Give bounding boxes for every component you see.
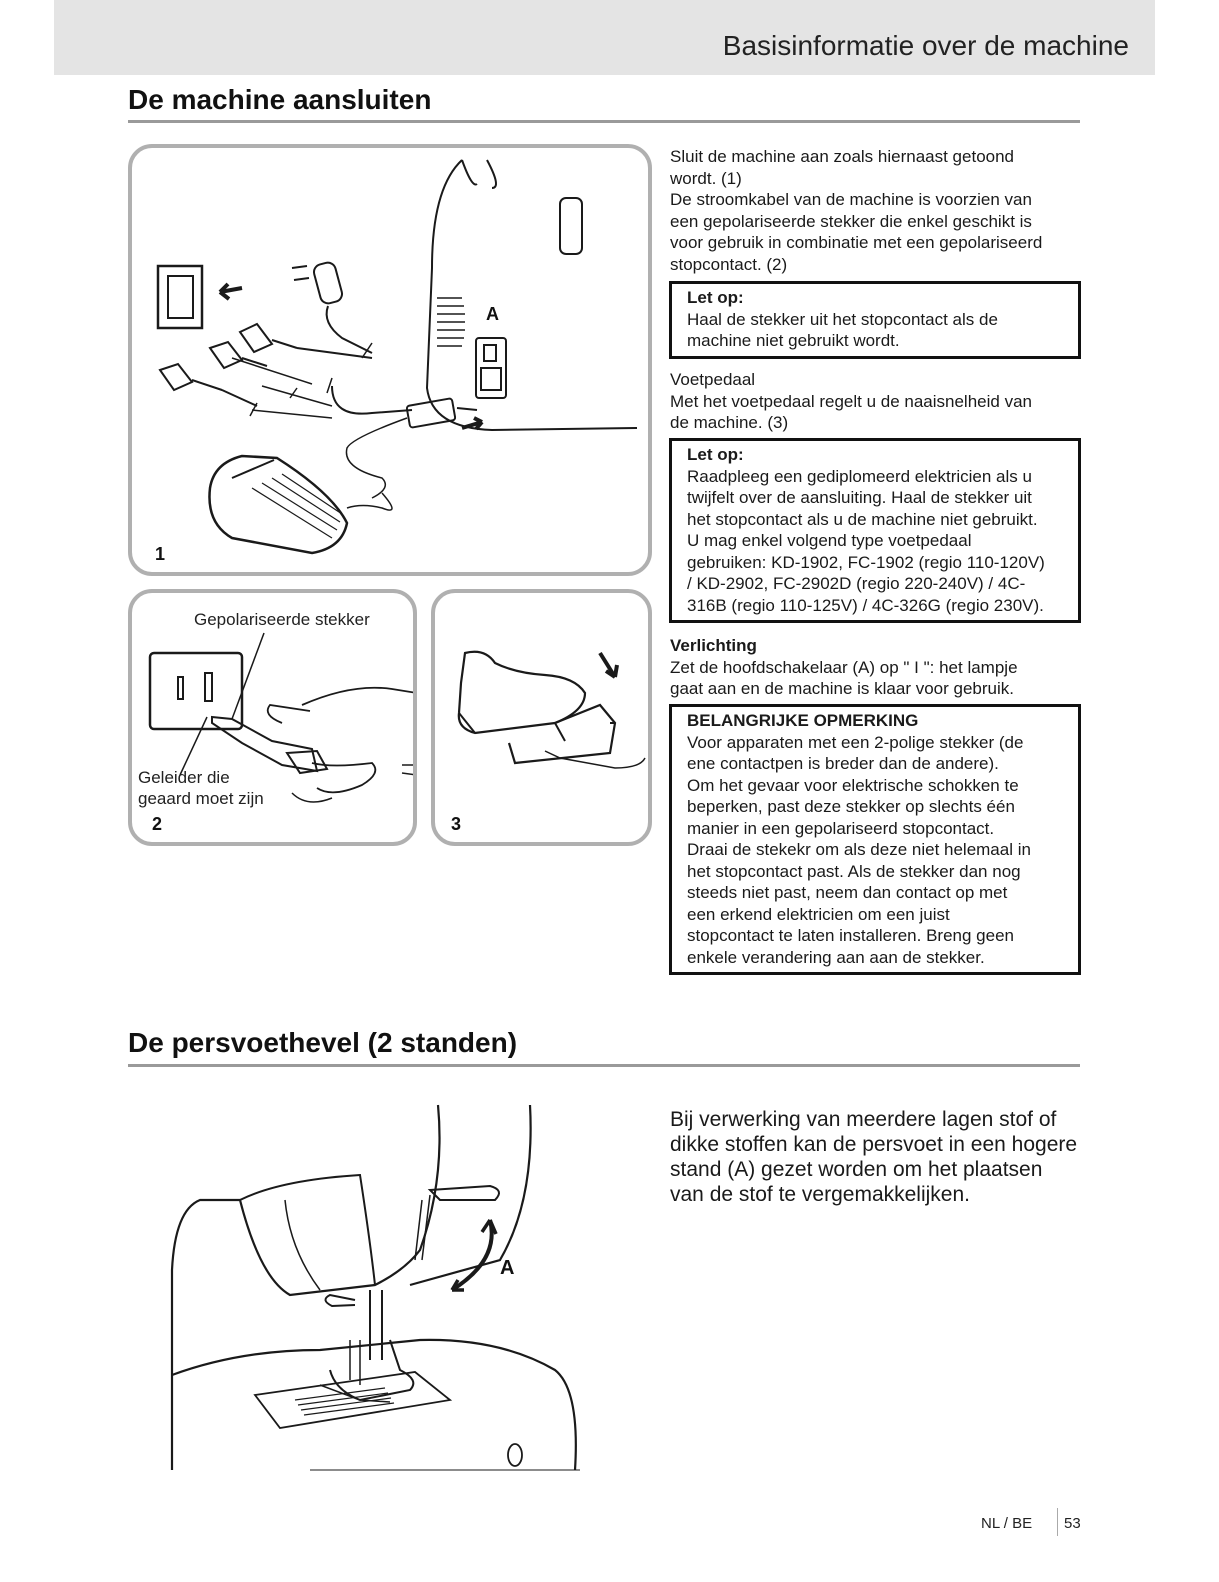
pedal-heading: Voetpedaal bbox=[670, 370, 756, 389]
lighting-line: Zet de hoofdschakelaar (A) op " I ": het lampje bbox=[670, 657, 1018, 677]
pedal-text bbox=[670, 369, 1090, 434]
caution-line: / KD-2902, FC-2902D (regio 220-240V) / 4C- bbox=[687, 574, 1026, 593]
important-line: Om het gevaar voor elektrische schokken te bbox=[687, 775, 1019, 795]
caution-title: Let op: bbox=[687, 445, 744, 464]
intro-line: De stroomkabel van de machine is voorzien van bbox=[670, 190, 1032, 209]
important-line: enkele verandering aan aan de stekker. bbox=[687, 947, 985, 967]
foot-pedal-illustration bbox=[435, 593, 652, 846]
footer-language: NL / BE bbox=[981, 1515, 1033, 1532]
header-band bbox=[54, 0, 1155, 75]
figure-1-number: 1 bbox=[155, 544, 166, 564]
important-note-box bbox=[669, 704, 1081, 975]
presser-line: van de stof te vergemakkelijken. bbox=[670, 1183, 970, 1206]
figure-3-number: 3 bbox=[451, 814, 462, 834]
pedal-line: de machine. (3) bbox=[670, 413, 789, 432]
important-line: Draai de stekekr om als deze niet helemaal in bbox=[687, 840, 1031, 859]
caution-line: U mag enkel volgend type voetpedaal bbox=[687, 531, 972, 550]
intro-line: Sluit de machine aan zoals hiernaast getoond bbox=[670, 147, 1015, 166]
important-line: ene contactpen is breder dan de andere). bbox=[687, 754, 999, 773]
ground-conductor-label-line2: geaard moet zijn bbox=[138, 789, 264, 808]
caution-line: machine niet gebruikt wordt. bbox=[687, 331, 900, 350]
intro-line: wordt. (1) bbox=[670, 168, 742, 188]
figure-2-number: 2 bbox=[152, 814, 163, 834]
caution-line: gebruiken: KD-1902, FC-1902 (regio 110-120V) bbox=[687, 552, 1045, 572]
section-rule bbox=[128, 120, 1080, 123]
section-title-presser-lever: De persvoethevel (2 standen) bbox=[128, 1027, 518, 1058]
presser-line: Bij verwerking van meerdere lagen stof of bbox=[670, 1108, 1057, 1131]
important-note-title: BELANGRIJKE OPMERKING bbox=[687, 711, 919, 730]
caution-line: het stopcontact als u de machine niet gebruikt. bbox=[687, 509, 1038, 529]
important-line: een erkend elektricien om een juist bbox=[687, 904, 950, 924]
caution-line: 316B (regio 110-125V) / 4C-326G (regio 230V). bbox=[687, 595, 1044, 615]
important-line: het stopcontact past. Als de stekker dan nog bbox=[687, 861, 1021, 881]
lighting-line: gaat aan en de machine is klaar voor gebruik. bbox=[670, 679, 1014, 698]
caution-line: twijfelt over de aansluiting. Haal de stekker uit bbox=[687, 488, 1032, 507]
page-number: 53 bbox=[1064, 1515, 1081, 1532]
intro-line: een gepolariseerde stekker die enkel geschikt is bbox=[670, 211, 1032, 231]
caution-title: Let op: bbox=[687, 288, 744, 307]
lever-position-a-label: A bbox=[500, 1257, 515, 1279]
presser-line: dikke stoffen kan de persvoet in een hogere bbox=[670, 1133, 1078, 1156]
switch-a-label: A bbox=[486, 304, 499, 324]
section-title-connect: De machine aansluiten bbox=[128, 84, 432, 115]
lighting-heading: Verlichting bbox=[670, 636, 757, 655]
pedal-line: Met het voetpedaal regelt u de naaisnelheid van bbox=[670, 391, 1032, 411]
important-line: manier in een gepolariseerd stopcontact. bbox=[687, 818, 995, 838]
presser-foot-lever-illustration bbox=[160, 1100, 590, 1480]
intro-line: voor gebruik in combinatie met een gepolariseerd bbox=[670, 233, 1043, 252]
caution-line: Raadpleeg een gediplomeerd elektricien als u bbox=[687, 466, 1032, 486]
connect-intro-text bbox=[670, 146, 1090, 275]
intro-line: stopcontact. (2) bbox=[670, 254, 788, 274]
caution-box-unplug bbox=[669, 281, 1081, 359]
important-line: steeds niet past, neem dan contact op met bbox=[687, 883, 1008, 902]
section-rule bbox=[128, 1064, 1080, 1067]
presser-line: stand (A) gezet worden om het plaatsen bbox=[670, 1158, 1043, 1181]
connection-illustration bbox=[132, 148, 652, 576]
figure-3-panel bbox=[431, 589, 652, 846]
ground-conductor-label-line1: Geleider die bbox=[138, 768, 230, 787]
caution-line: Haal de stekker uit het stopcontact als de bbox=[687, 309, 998, 329]
polarized-plug-label: Gepolariseerde stekker bbox=[194, 610, 370, 629]
important-line: beperken, past deze stekker op slechts één bbox=[687, 797, 1015, 816]
page-header-title: Basisinformatie over de machine bbox=[722, 30, 1129, 61]
important-line: stopcontact te laten installeren. Breng geen bbox=[687, 926, 1014, 945]
important-line: Voor apparaten met een 2-polige stekker (de bbox=[687, 732, 1024, 752]
footer-divider bbox=[1057, 1508, 1058, 1536]
caution-box-electrician bbox=[669, 438, 1081, 623]
figure-2-panel bbox=[128, 589, 417, 846]
presser-lever-text bbox=[670, 1107, 1090, 1207]
lighting-text bbox=[670, 635, 1090, 700]
figure-1-panel bbox=[128, 144, 652, 576]
